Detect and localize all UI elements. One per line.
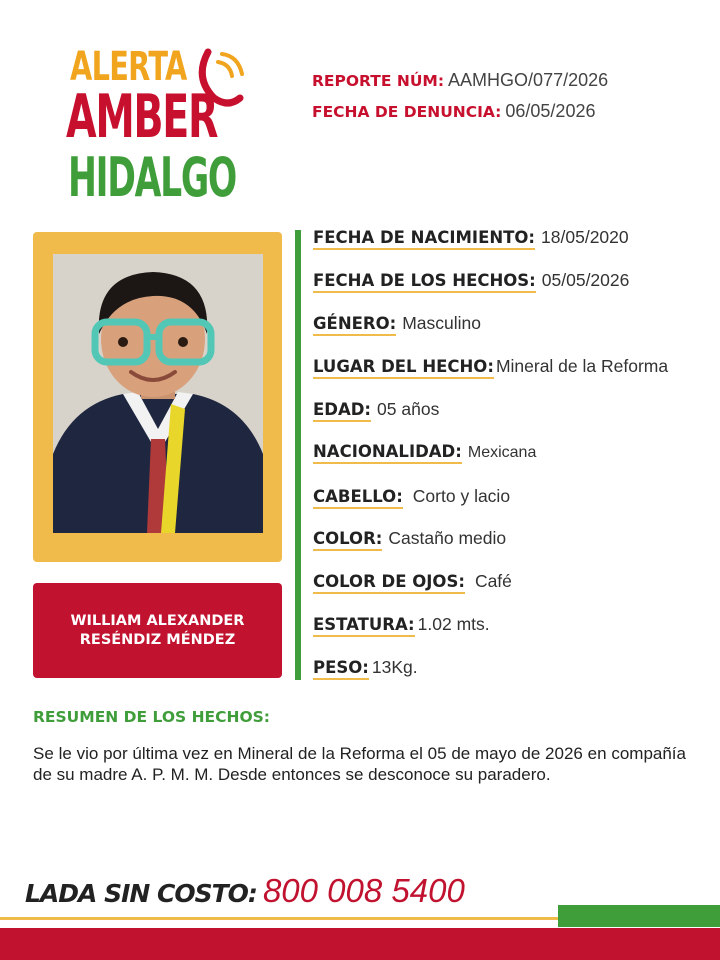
field-nationality [313,442,536,464]
hotline [25,872,465,910]
field-label: LUGAR DEL HECHO: [313,357,494,379]
report-number-value: AAMHGO/077/2026 [448,70,609,90]
field-value: Mexicana [467,444,537,461]
footer-stripe-green [558,905,720,927]
footer-stripe-red [0,928,720,960]
field-label: FECHA DE LOS HECHOS: [313,271,536,293]
child-photo [53,254,263,533]
field-label: ESTATURA: [313,615,415,637]
field-birth-date [313,227,629,250]
summary-title: RESUMEN DE LOS HECHOS: [33,708,271,726]
field-label: COLOR DE OJOS: [313,572,465,594]
field-label: PESO: [313,658,369,680]
field-label: CABELLO: [313,487,403,509]
field-event-date [313,270,629,293]
field-eye-color [313,571,512,594]
summary-text: Se le vio por última vez en Mineral de la Reforma el 05 de mayo de 2026 en compañía de su madre A. P. M. M. Desde entonces se desconoce su paradero. [33,744,686,784]
report-number-label: REPORTE NÚM: [312,72,445,90]
field-value: 05 años [377,399,440,419]
child-name: WILLIAM ALEXANDER RESÉNDIZ MÉNDEZ [70,612,245,648]
footer-stripe-gold [0,917,558,920]
photo-frame [33,232,282,562]
field-value: Corto y lacio [412,486,511,506]
divider-bar [295,230,301,680]
logo-line-hidalgo: HIDALGO [68,146,237,209]
logo-line-alerta: ALERTA [70,44,187,90]
field-label: NACIONALIDAD: [313,442,462,464]
field-value: Mineral de la Reforma [495,356,669,376]
alerta-amber-logo [62,44,252,209]
field-height [313,614,490,637]
field-label: COLOR: [313,529,382,551]
report-number-row [312,70,608,91]
field-color [313,528,506,551]
field-age [313,399,439,422]
complaint-date-label: FECHA DE DENUNCIA: [312,103,502,121]
field-label: FECHA DE NACIMIENTO: [313,228,535,250]
field-location [313,356,668,379]
complaint-date-row [312,101,595,122]
hotline-label: LADA SIN COSTO: [25,879,257,908]
alert-waves-icon [192,48,252,118]
field-label: EDAD: [313,400,371,422]
field-value: 13Kg. [371,657,418,677]
field-value: Café [474,571,512,591]
field-gender [313,313,481,336]
hotline-number[interactable]: 800 008 5400 [262,872,465,909]
field-value: 18/05/2020 [541,227,629,247]
logo-line-amber: AMBER [66,82,218,152]
field-value: Masculino [402,313,482,333]
field-label: GÉNERO: [313,314,396,336]
field-value: 05/05/2026 [541,270,630,290]
field-value: 1.02 mts. [417,614,490,634]
field-value: Castaño medio [388,528,507,548]
field-hair [313,486,510,509]
child-name-box [33,583,282,678]
field-weight [313,657,418,680]
complaint-date-value: 06/05/2026 [505,101,596,121]
